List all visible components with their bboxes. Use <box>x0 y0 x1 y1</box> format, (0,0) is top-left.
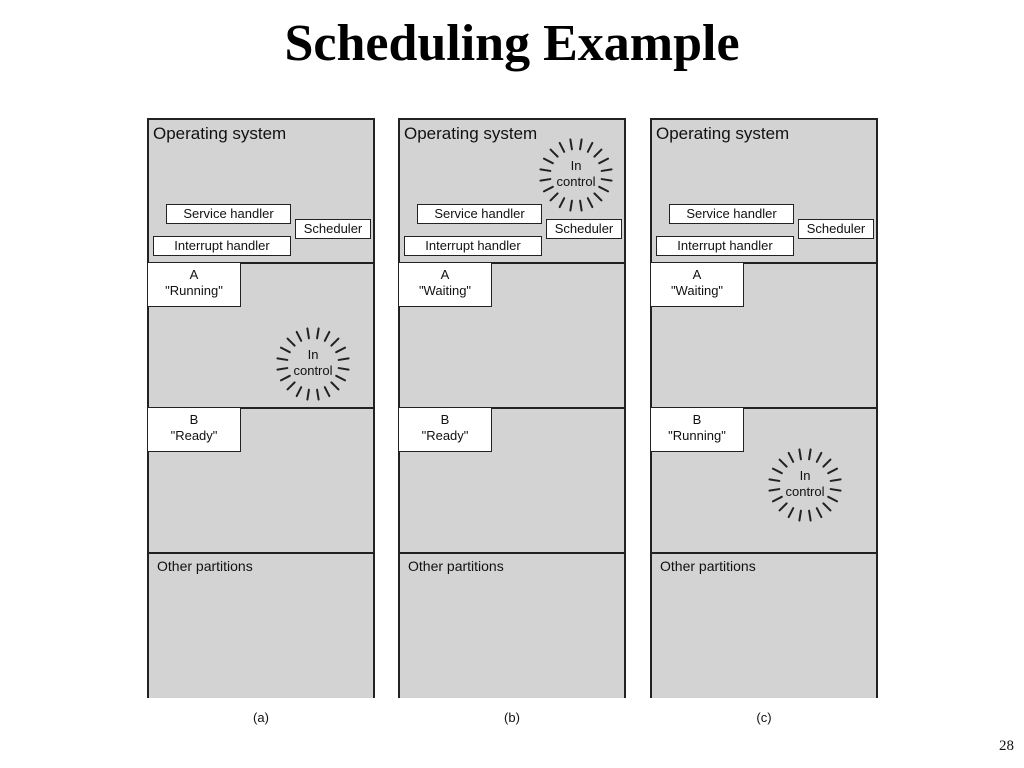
in-control-line2: control <box>293 363 333 378</box>
service-handler-box: Service handler <box>417 204 542 224</box>
burst-ray <box>307 328 309 338</box>
burst-ray <box>297 332 302 341</box>
burst-ray <box>799 511 801 521</box>
scheduler-box: Scheduler <box>798 219 874 239</box>
burst-ray <box>331 382 338 389</box>
in-control-line1: In <box>307 347 319 362</box>
in-control-line1: In <box>570 158 582 173</box>
other-partitions <box>398 552 626 698</box>
panel-a <box>147 118 375 698</box>
in-control-text <box>538 158 614 190</box>
burst-ray <box>551 150 558 157</box>
burst-ray <box>809 449 811 459</box>
process-a-partition <box>650 262 878 409</box>
process-b-partition <box>147 407 375 554</box>
other-partitions <box>650 552 878 698</box>
burst-ray <box>809 511 811 521</box>
burst-ray <box>789 453 794 462</box>
other-partitions-label: Other partitions <box>408 558 504 574</box>
burst-ray <box>780 460 787 467</box>
burst-ray <box>560 143 565 152</box>
process-a-label-box <box>147 262 241 307</box>
process-a-state: "Waiting" <box>418 283 472 298</box>
process-a-name: A <box>440 267 450 282</box>
process-a-partition <box>398 262 626 409</box>
os-partition <box>147 118 375 264</box>
caption-c: (c) <box>756 710 772 725</box>
burst-ray <box>580 201 582 211</box>
process-b-state: "Running" <box>668 428 726 443</box>
interrupt-handler-box: Interrupt handler <box>153 236 291 256</box>
os-label: Operating system <box>153 124 287 143</box>
burst-ray <box>823 503 830 510</box>
other-partitions-label: Other partitions <box>157 558 253 574</box>
os-label: Operating system <box>404 124 538 143</box>
process-b-label-box <box>398 407 492 452</box>
caption-a: (a) <box>253 710 269 725</box>
burst-ray <box>588 143 593 152</box>
in-control-text <box>767 468 843 500</box>
process-b-name: B <box>189 412 199 427</box>
burst-ray <box>325 387 330 396</box>
burst-ray <box>817 508 822 517</box>
in-control-line2: control <box>785 484 825 499</box>
panel-c <box>650 118 878 698</box>
burst-ray <box>288 339 295 346</box>
burst-ray <box>823 460 830 467</box>
burst-ray <box>570 201 572 211</box>
interrupt-handler-box: Interrupt handler <box>656 236 794 256</box>
burst-ray <box>317 390 319 400</box>
burst-ray <box>297 387 302 396</box>
slide-title: Scheduling Example <box>284 15 740 72</box>
burst-ray <box>817 453 822 462</box>
scheduler-box: Scheduler <box>295 219 371 239</box>
in-control-text <box>275 347 351 379</box>
interrupt-handler-box: Interrupt handler <box>404 236 542 256</box>
process-a-state: "Waiting" <box>670 283 724 298</box>
os-partition <box>398 118 626 264</box>
process-b-state: "Ready" <box>421 428 469 443</box>
burst-ray <box>594 150 601 157</box>
burst-ray <box>594 193 601 200</box>
process-b-partition <box>650 407 878 554</box>
os-partition <box>650 118 878 264</box>
in-control-line2: control <box>556 174 596 189</box>
process-a-partition <box>147 262 375 409</box>
burst-ray <box>560 198 565 207</box>
burst-ray <box>789 508 794 517</box>
caption-b: (b) <box>504 710 520 725</box>
process-a-state: "Running" <box>165 283 223 298</box>
panel-b <box>398 118 626 698</box>
service-handler-box: Service handler <box>669 204 794 224</box>
page-number: 28 <box>999 738 1014 754</box>
process-a-name: A <box>189 267 199 282</box>
burst-ray <box>307 390 309 400</box>
service-handler-box: Service handler <box>166 204 291 224</box>
process-a-label-box <box>398 262 492 307</box>
burst-ray <box>325 332 330 341</box>
in-control-line1: In <box>799 468 811 483</box>
process-a-name: A <box>692 267 702 282</box>
burst-ray <box>780 503 787 510</box>
process-b-label-box <box>147 407 241 452</box>
in-control-indicator <box>767 447 843 523</box>
os-label: Operating system <box>656 124 790 143</box>
process-b-label-box <box>650 407 744 452</box>
process-b-name: B <box>440 412 450 427</box>
burst-ray <box>588 198 593 207</box>
burst-ray <box>331 339 338 346</box>
process-b-state: "Ready" <box>170 428 218 443</box>
scheduler-box: Scheduler <box>546 219 622 239</box>
process-b-partition <box>398 407 626 554</box>
process-a-label-box <box>650 262 744 307</box>
in-control-indicator <box>538 137 614 213</box>
process-b-name: B <box>692 412 702 427</box>
burst-ray <box>570 139 572 149</box>
other-partitions <box>147 552 375 698</box>
burst-ray <box>317 328 319 338</box>
in-control-indicator <box>275 326 351 402</box>
other-partitions-label: Other partitions <box>660 558 756 574</box>
burst-ray <box>551 193 558 200</box>
burst-ray <box>799 449 801 459</box>
burst-ray <box>580 139 582 149</box>
burst-ray <box>288 382 295 389</box>
